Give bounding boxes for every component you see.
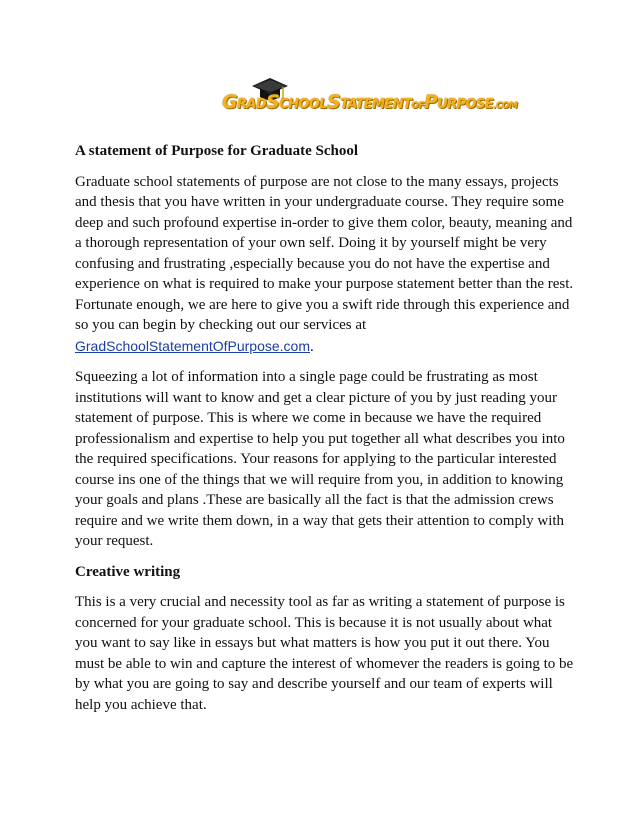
document-title: A statement of Purpose for Graduate School <box>75 143 359 159</box>
paragraph-creative-writing: This is a very crucial and necessity tool as far as writing a statement of purpose is concerned for your graduate school. This is because it is not usually about what you want to say like in essays but what matters is how you put it out there. You must be able to win and capture the interest of whomever the readers is going to be by what you are going to say and describe yourself and our team of experts will help you achieve that. <box>75 594 574 713</box>
paragraph-squeezing: Squeezing a lot of information into a single page could be frustrating as most institutions will want to know and get a clear picture of you by just reading your statement of purpose. This is where we come in because we have the required professionalism and expertise to help you put together all what describes you into the required specifications. Your reasons for applying to the particular interested course ins one of the things that we will require from you, in addition to knowing your goals and plans .These are basically all the fact is that the admission crews require and we write them down, in a way that gets their attention to comply with your request. <box>75 369 565 549</box>
section-heading-creative-writing: Creative writing <box>75 563 181 580</box>
site-logo[interactable] <box>222 74 552 116</box>
paragraph-intro <box>75 172 575 358</box>
site-link[interactable]: GradSchoolStatementOfPurpose.com <box>75 337 311 354</box>
logo-wordmark: GRADSCHOOLSTATEMENTOFPURPOSE.COM <box>222 91 518 113</box>
document-body <box>75 141 575 725</box>
paragraph-intro-end: . <box>310 338 314 355</box>
paragraph-intro-text: Graduate school statements of purpose are not close to the many essays, projects and thesis that you have written in your undergraduate course. They require some deep and such profound expertise in-order to give them color, beauty, meaning and a thorough representation of your own self. Doing it by yourself might be very confusing and frustrating ,especially because you do not have the expertise and experience on what is required to make your purpose statement better than the rest. Fortunate enough, we are here to give you a swift ride through this experience and so you can begin by checking out our services at <box>75 173 574 333</box>
